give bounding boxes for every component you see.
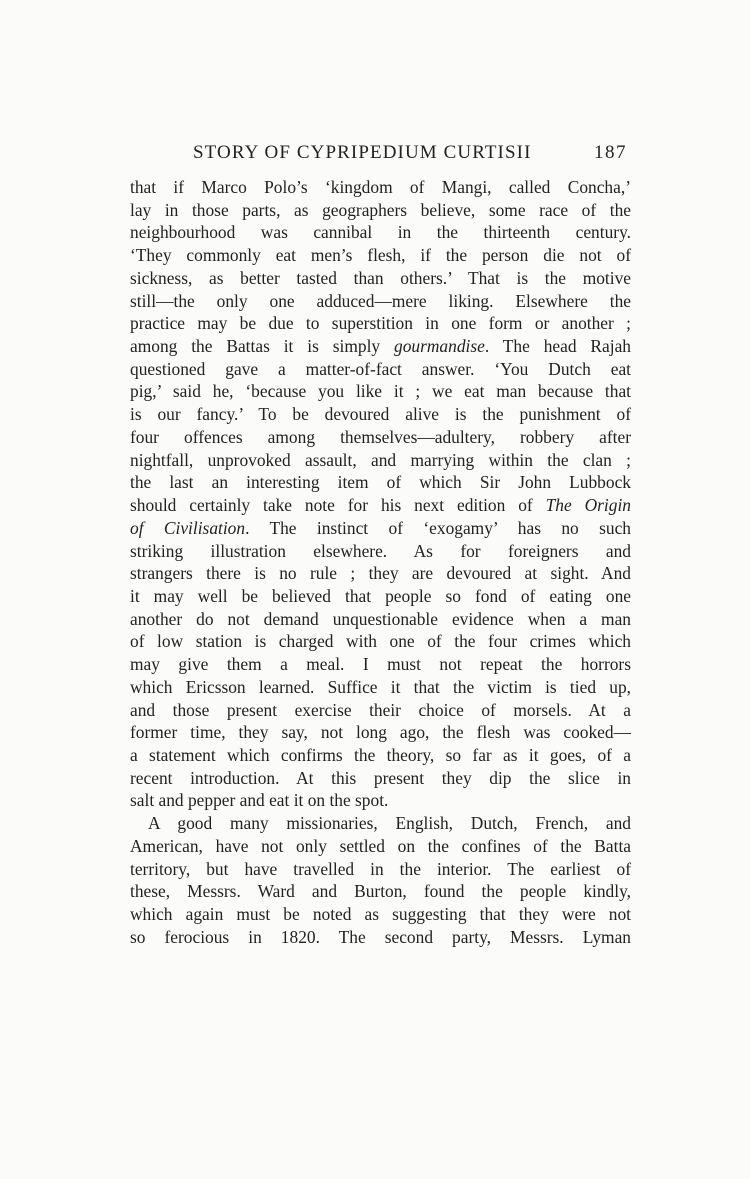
text-line: of low station is charged with one of the four crimes which — [130, 631, 631, 652]
running-head — [130, 136, 631, 174]
text-line: lay in those parts, as geographers believe, some race of the — [130, 199, 631, 220]
text-line: among the Battas it is simply gourmandise. The head Rajah — [130, 336, 631, 357]
body-text — [130, 176, 631, 948]
text-line: former time, they say, not long ago, the flesh was cooked— — [130, 722, 631, 743]
text-line: so ferocious in 1820. The second party, Messrs. Lyman — [130, 926, 631, 947]
text-line: is our fancy.’ To be devoured alive is the punishment of — [130, 404, 631, 425]
text-line: another do not demand unquestionable evidence when a man — [130, 608, 631, 629]
text-line: territory, but have travelled in the interior. The earliest of — [130, 858, 631, 879]
book-page — [130, 136, 631, 948]
italic-phrase: of Civilisation — [130, 517, 246, 538]
paragraph-start-line: A good many missionaries, English, Dutch, French, and — [148, 813, 631, 834]
text-line: recent introduction. At this present they dip the slice in — [130, 767, 631, 788]
text-line: American, have not only settled on the confines of the Batta — [130, 835, 631, 856]
text-line: questioned gave a matter-of-fact answer. ‘You Dutch eat — [130, 358, 631, 379]
text-line: sickness, as better tasted than others.’ That is the motive — [130, 267, 631, 288]
text-line: four offences among themselves—adultery, robbery after — [130, 426, 631, 447]
text-line: the last an interesting item of which Sir John Lubbock — [130, 472, 631, 493]
text-line: of Civilisation. The instinct of ‘exogamy’ has no such — [130, 517, 631, 538]
running-title: STORY OF CYPRIPEDIUM CURTISII — [193, 142, 532, 163]
page-number: 187 — [594, 142, 627, 163]
text-line: practice may be due to superstition in one form or another ; — [130, 313, 631, 334]
text-line: that if Marco Polo’s ‘kingdom of Mangi, called Concha,’ — [130, 177, 631, 197]
text-line: which Ericsson learned. Suffice it that the victim is tied up, — [130, 676, 631, 697]
text-line: still—the only one adduced—mere liking. Elsewhere the — [130, 290, 631, 311]
italic-phrase: The Origin — [545, 495, 631, 516]
paragraph-end-line: salt and pepper and eat it on the spot. — [130, 790, 389, 811]
text-line: strangers there is no rule ; they are devoured at sight. And — [130, 563, 631, 584]
text-line: should certainly take note for his next edition of The Origin — [130, 495, 631, 516]
text-line: neighbourhood was cannibal in the thirteenth century. — [130, 222, 631, 243]
text-line: nightfall, unprovoked assault, and marrying within the clan ; — [130, 449, 631, 470]
text-line: these, Messrs. Ward and Burton, found the people kindly, — [130, 881, 631, 902]
text-line: which again must be noted as suggesting that they were not — [130, 904, 631, 924]
text-line: it may well be believed that people so fond of eating one — [130, 585, 631, 606]
text-line: may give them a meal. I must not repeat the horrors — [130, 654, 631, 675]
text-line: and those present exercise their choice of morsels. At a — [130, 699, 631, 720]
text-line: striking illustration elsewhere. As for foreigners and — [130, 540, 631, 561]
italic-phrase: gourmandise — [394, 336, 485, 357]
text-line: ‘They commonly eat men’s flesh, if the person die not of — [130, 245, 631, 266]
text-line: a statement which confirms the theory, so far as it goes, of a — [130, 744, 631, 765]
text-line: pig,’ said he, ‘because you like it ; we eat man because that — [130, 381, 631, 402]
